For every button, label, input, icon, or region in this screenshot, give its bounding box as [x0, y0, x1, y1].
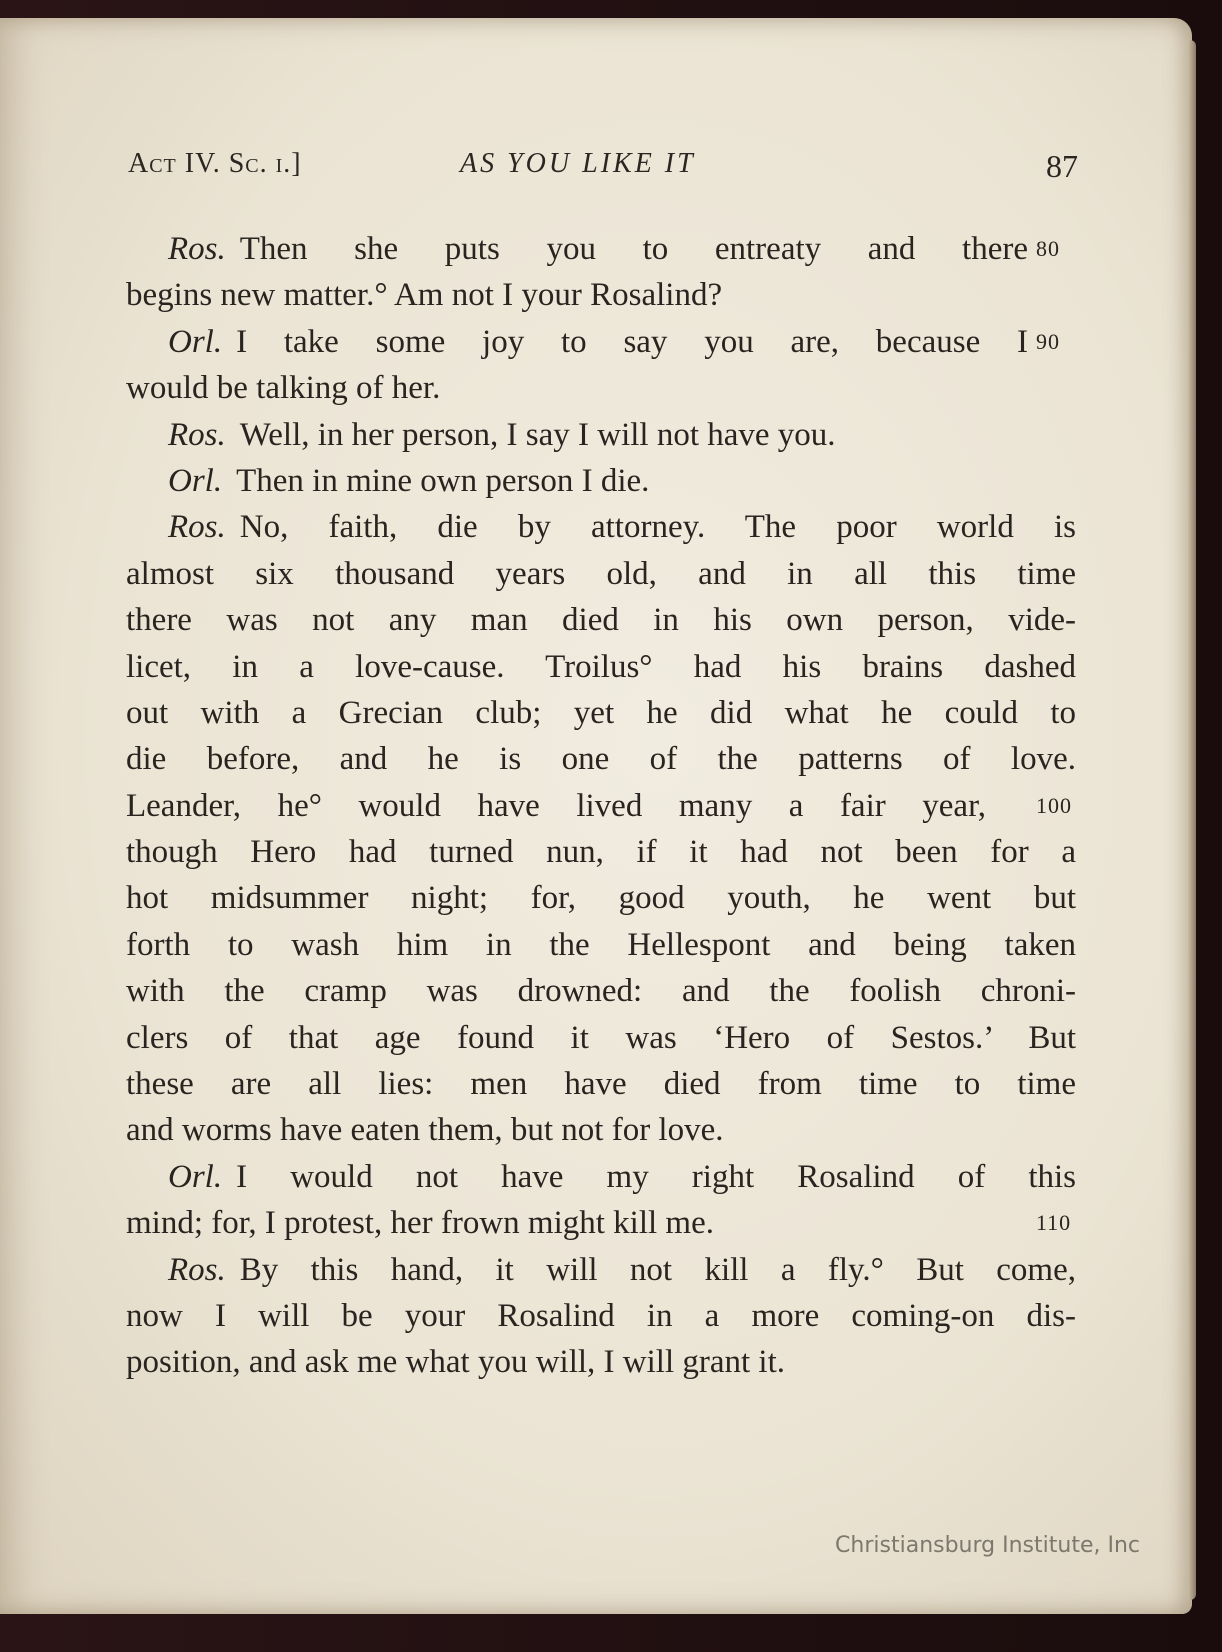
line-text: clers of that age found it was ‘Hero of Sestos.’ But — [126, 1019, 1076, 1056]
text-line — [126, 1339, 1076, 1385]
speaker-name: Ros. — [168, 1251, 226, 1288]
speaker-name: Ros. — [168, 509, 226, 546]
line-text: though Hero had turned nun, if it had not been for a — [126, 834, 1076, 871]
line-text: there was not any man died in his own person, vide- — [126, 602, 1076, 639]
text-line — [126, 412, 1076, 458]
line-text: begins new matter.° Am not I your Rosalind? — [126, 277, 723, 314]
text-line — [126, 319, 1060, 365]
line-number: 110 — [1036, 1210, 1072, 1236]
line-text: mind; for, I protest, her frown might kill me. — [126, 1205, 714, 1242]
line-text: I would not have my right Rosalind of this — [236, 1158, 1076, 1195]
text-line — [126, 458, 1076, 504]
line-text: position, and ask me what you will, I will grant it. — [126, 1344, 786, 1381]
line-text: Then in mine own person I die. — [236, 462, 650, 499]
act-scene-label: Act IV. Sc. i.] — [128, 148, 302, 179]
text-line — [126, 226, 1060, 272]
text-line — [126, 1200, 1072, 1246]
speaker-name: Orl. — [168, 1158, 223, 1195]
text-line — [126, 736, 1076, 782]
line-text: hot midsummer night; for, good youth, he went but — [126, 880, 1076, 917]
text-line — [126, 783, 1072, 829]
text-line — [126, 1015, 1076, 1061]
line-text: By this hand, it will not kill a fly.° But come, — [239, 1251, 1076, 1288]
text-line — [126, 551, 1076, 597]
line-text: Well, in her person, I say I will not have you. — [239, 416, 836, 453]
text-line — [126, 829, 1076, 875]
text-line — [126, 1154, 1076, 1200]
text-line — [126, 875, 1076, 921]
line-text: with the cramp was drowned: and the foolish chroni- — [126, 973, 1076, 1010]
text-line — [126, 968, 1076, 1014]
text-line — [126, 1293, 1076, 1339]
line-text: Then she puts you to entreaty and there — [239, 231, 1028, 267]
page-edge — [1188, 40, 1196, 1600]
line-text: forth to wash him in the Hellespont and being taken — [126, 926, 1076, 963]
text-line — [126, 365, 1076, 411]
play-title: AS YOU LIKE IT — [460, 148, 696, 179]
line-number: 90 — [1036, 328, 1060, 354]
line-text: I take some joy to say you are, because I — [236, 323, 1028, 360]
text-line — [126, 690, 1076, 736]
line-text: die before, and he is one of the patterns of love. — [126, 741, 1076, 778]
text-line — [126, 272, 1076, 318]
page-number: 87 — [1046, 148, 1078, 184]
line-text: these are all lies: men have died from time to time — [126, 1066, 1076, 1103]
line-number: 80 — [1036, 236, 1060, 261]
line-text: Leander, he° would have lived many a fair year, — [126, 787, 986, 824]
speaker-name: Ros. — [168, 416, 226, 453]
text-line — [126, 644, 1076, 690]
speaker-name: Ros. — [168, 231, 226, 267]
play-text — [126, 226, 1076, 1386]
speaker-name: Orl. — [168, 323, 223, 360]
text-line — [126, 1061, 1076, 1107]
line-text: would be talking of her. — [126, 370, 441, 407]
line-text: and worms have eaten them, but not for love. — [126, 1112, 724, 1149]
speaker-name: Orl. — [168, 462, 223, 499]
line-number: 100 — [1036, 792, 1072, 818]
text-line — [126, 1247, 1076, 1293]
text-line — [126, 504, 1076, 550]
line-text: No, faith, die by attorney. The poor world is — [239, 509, 1076, 546]
running-header — [128, 148, 1078, 188]
text-line — [126, 922, 1076, 968]
watermark: Christiansburg Institute, Inc — [835, 1533, 1140, 1558]
line-text: now I will be your Rosalind in a more coming-on dis- — [126, 1297, 1076, 1334]
text-line — [126, 597, 1076, 643]
line-text: out with a Grecian club; yet he did what he could to — [126, 694, 1076, 731]
line-text: almost six thousand years old, and in all this time — [126, 555, 1076, 592]
text-line — [126, 1107, 1076, 1153]
line-text: licet, in a love-cause. Troilus° had his brains dashed — [126, 648, 1076, 685]
